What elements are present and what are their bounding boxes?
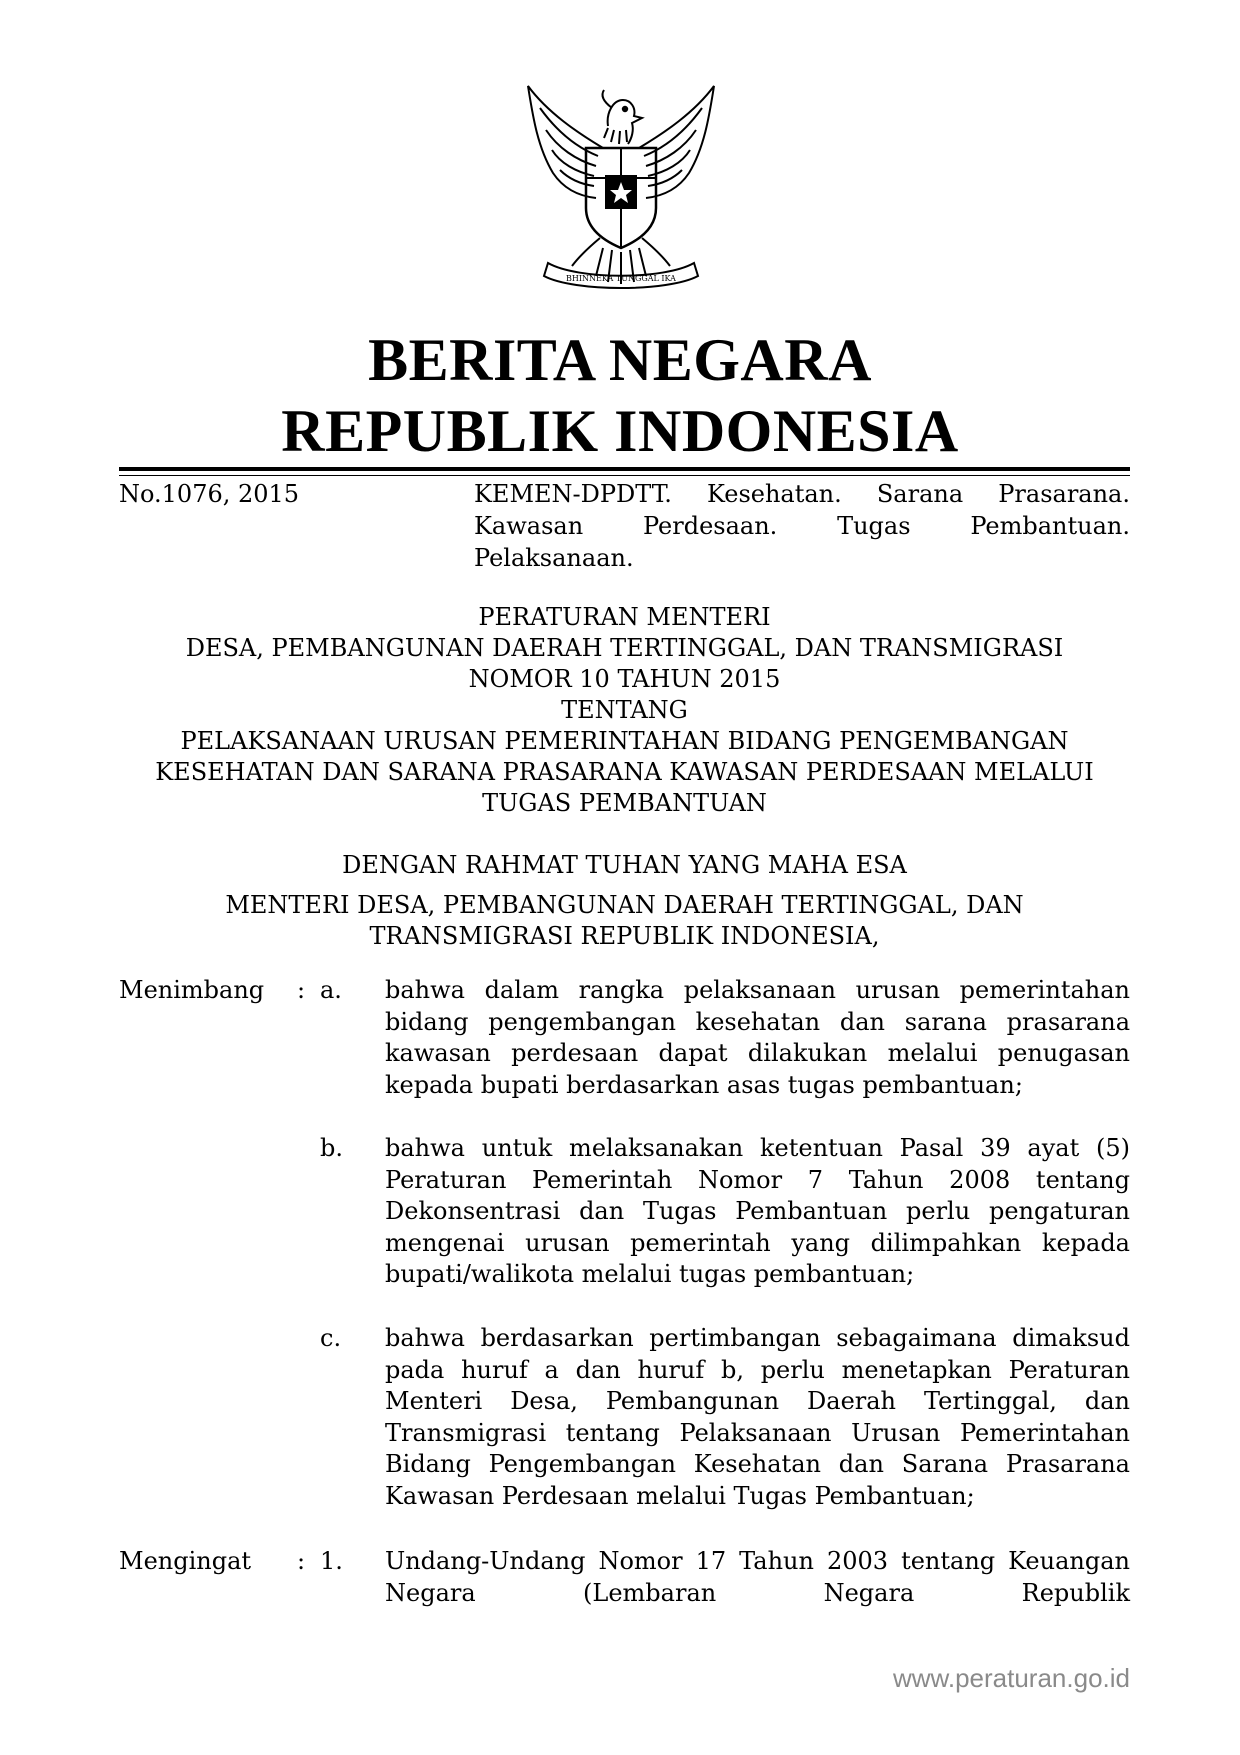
clause-marker: a. [320, 976, 342, 1004]
title-line: KESEHATAN DAN SARANA PRASARANA KAWASAN PERDESAAN MELALUI [155, 758, 1094, 786]
title-line: DESA, PEMBANGUNAN DAERAH TERTINGGAL, DAN TRANSMIGRASI [185, 634, 1064, 662]
minister-heading [119, 890, 1130, 952]
clause-marker: 1. [320, 1547, 343, 1575]
masthead-line-1: BERITA NEGARA [368, 327, 872, 393]
menimbang-colon: : [297, 976, 306, 1004]
title-line: TENTANG [561, 696, 688, 724]
title-line: PERATURAN MENTERI [478, 603, 771, 631]
title-line: TUGAS PEMBANTUAN [482, 789, 767, 817]
invocation: DENGAN RAHMAT TUHAN YANG MAHA ESA [342, 851, 907, 879]
mengingat-colon: : [297, 1547, 306, 1575]
document-number: No.1076, 2015 [119, 480, 300, 508]
menimbang-label: Menimbang [119, 976, 265, 1004]
clause-marker: c. [320, 1324, 342, 1352]
clause-text: bahwa dalam rangka pelaksanaan urusan pemerintahan bidang pengembangan kesehatan dan sarana prasarana kawasan perdesaan dapat dilakukan melalui penugasan kepada bupati berdasarkan asas tugas pembantuan; [385, 976, 1130, 1099]
title-line: PELAKSANAAN URUSAN PEMERINTAHAN BIDANG PENGEMBANGAN [180, 727, 1069, 755]
garuda-emblem-icon [508, 78, 734, 302]
minister-line: MENTERI DESA, PEMBANGUNAN DAERAH TERTINGGAL, DAN [225, 891, 1024, 919]
minister-line: TRANSMIGRASI REPUBLIK INDONESIA, [369, 922, 880, 950]
clause-text: bahwa untuk melaksanakan ketentuan Pasal 39 ayat (5) Peraturan Pemerintah Nomor 7 Tahun 2008 tentang Dekonsentrasi dan Tugas Pembantuan perlu pengaturan mengenai urusan pemerintah yang dilimpahkan kepada bupati/walikota melalui tugas pembantuan; [385, 1134, 1130, 1289]
clause-text: bahwa berdasarkan pertimbangan sebagaimana dimaksud pada huruf a dan huruf b, perlu menetapkan Peraturan Menteri Desa, Pembangunan Daerah Tertinggal, dan Transmigrasi tentang Pelaksanaan Urusan Pemerintahan Bidang Pengembangan Kesehatan dan Sarana Prasarana Kawasan Perdesaan melalui Tugas Pembantuan; [385, 1324, 1130, 1510]
emblem-motto: BHINNEKA TUNGGAL IKA [566, 274, 676, 283]
mengingat-label: Mengingat [119, 1547, 252, 1575]
footer-url[interactable]: www.peraturan.go.id [892, 1663, 1130, 1693]
masthead-line-2: REPUBLIK INDONESIA [281, 398, 959, 464]
regulation-title [119, 602, 1130, 819]
masthead-rule-thick [119, 467, 1130, 471]
document-subject: KEMEN-DPDTT. Kesehatan. Sarana Prasarana. Kawasan Perdesaan. Tugas Pembantuan. Pelaksanaan. [474, 480, 1130, 572]
masthead-rule-thin [119, 475, 1130, 476]
title-line: NOMOR 10 TAHUN 2015 [468, 665, 781, 693]
clause-text: Undang-Undang Nomor 17 Tahun 2003 tentang Keuangan Negara (Lembaran Negara Republik [385, 1547, 1130, 1607]
clause-marker: b. [320, 1134, 343, 1162]
